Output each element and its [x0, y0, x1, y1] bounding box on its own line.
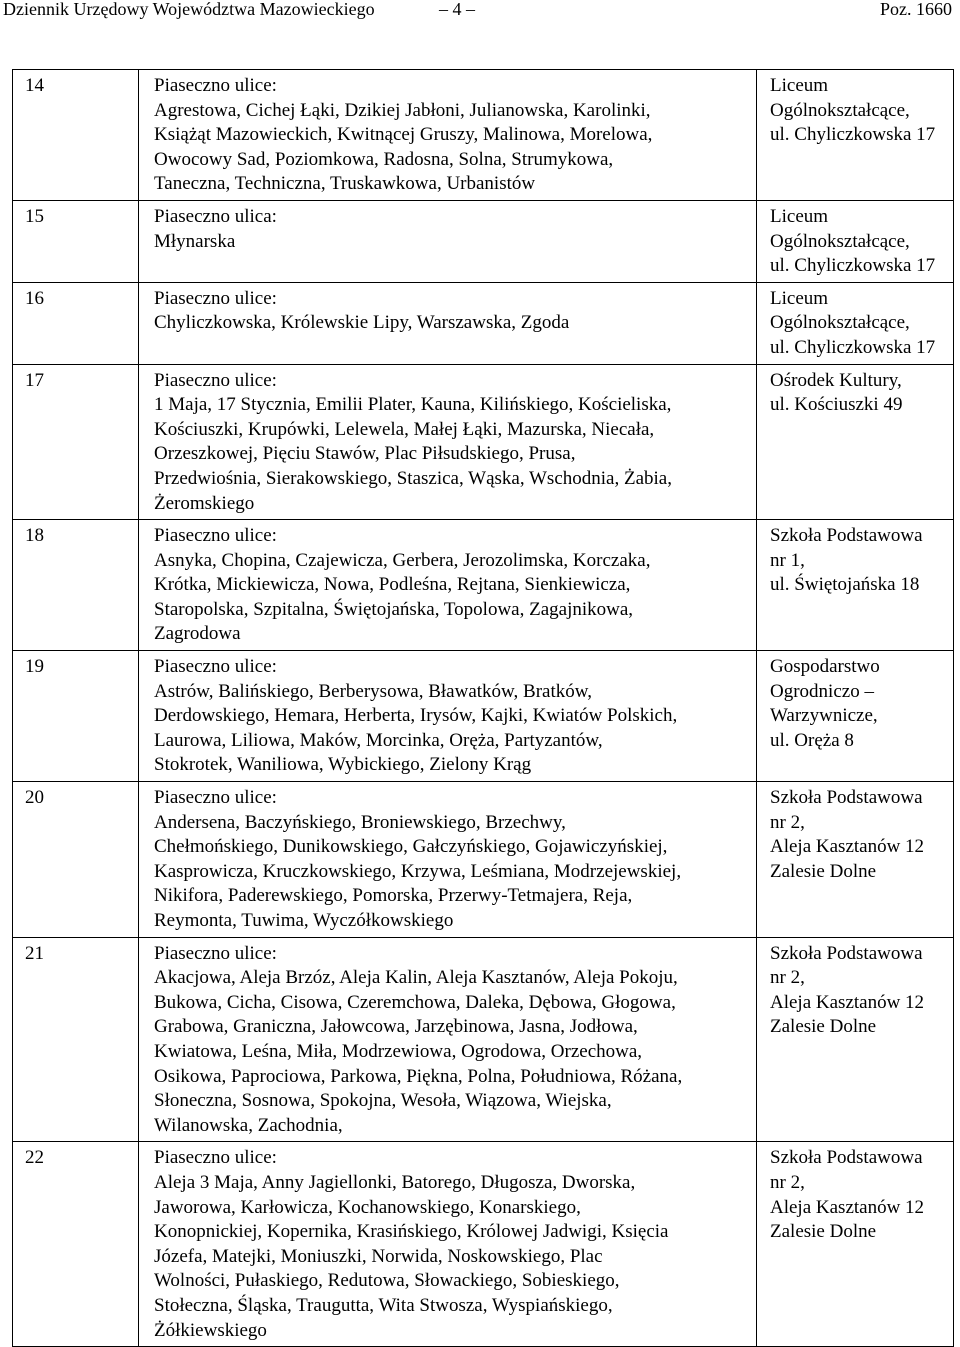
street-line: Aleja 3 Maja, Anny Jagiellonki, Batorego, Długosza, Dworska,	[154, 1171, 636, 1193]
street-line: 1 Maja, 17 Stycznia, Emilii Plater, Kauna, Kilińskiego, Kościeliska,	[154, 394, 672, 416]
polling-place-line: Ogólnokształcące,	[770, 312, 910, 334]
street-line: Książąt Mazowieckich, Kwitnącej Gruszy, Malinowa, Morelowa,	[154, 124, 653, 146]
polling-place-line: Warzywnicze,	[770, 705, 878, 727]
district-number: 16	[13, 282, 139, 364]
street-list	[139, 782, 757, 938]
street-line: Laurowa, Liliowa, Maków, Morcinka, Oręża, Partyzantów,	[154, 729, 603, 751]
street-line: Żeromskiego	[154, 492, 255, 514]
street-list-label: Piaseczno ulice:	[154, 287, 277, 309]
street-line: Chyliczkowska, Królewskie Lipy, Warszawska, Zgoda	[154, 312, 570, 334]
street-line: Chełmońskiego, Dunikowskiego, Gałczyńskiego, Gojawiczyńskiej,	[154, 836, 668, 858]
street-line: Stokrotek, Waniliowa, Wybickiego, Zielony Krąg	[154, 754, 532, 776]
district-row	[13, 1142, 954, 1347]
street-line: Słoneczna, Sosnowa, Spokojna, Wesoła, Wiązowa, Wiejska,	[154, 1090, 612, 1112]
street-line: Astrów, Balińskiego, Berberysowa, Bławatków, Bratków,	[154, 680, 592, 702]
district-number: 21	[13, 937, 139, 1142]
polling-place-line: Szkoła Podstawowa	[770, 787, 923, 809]
polling-place-line: Ogólnokształcące,	[770, 99, 910, 121]
polling-place	[757, 200, 954, 282]
street-line: Osikowa, Paprociowa, Parkowa, Piękna, Polna, Południowa, Różana,	[154, 1065, 683, 1087]
street-list-label: Piaseczno ulice:	[154, 525, 277, 547]
polling-place-line: Aleja Kasztanów 12	[770, 1196, 925, 1218]
street-line: Owocowy Sad, Poziomkowa, Radosna, Solna, Strumykowa,	[154, 148, 614, 170]
district-row	[13, 782, 954, 938]
street-line: Wilanowska, Zachodnia,	[154, 1114, 343, 1136]
polling-place-line: Szkoła Podstawowa	[770, 1147, 923, 1169]
district-row	[13, 200, 954, 282]
polling-place-line: Liceum	[770, 287, 829, 309]
polling-place-line: ul. Chyliczkowska 17	[770, 255, 936, 277]
street-list	[139, 70, 757, 201]
street-line: Konopnickiej, Kopernika, Krasińskiego, Królowej Jadwigi, Księcia	[154, 1221, 669, 1243]
polling-place-line: ul. Kościuszki 49	[770, 394, 903, 416]
street-line: Asnyka, Chopina, Czajewicza, Gerbera, Jerozolimska, Korczaka,	[154, 549, 651, 571]
polling-place-line: Aleja Kasztanów 12	[770, 836, 925, 858]
district-row	[13, 282, 954, 364]
district-row	[13, 520, 954, 651]
street-line: Agrestowa, Cichej Łąki, Dzikiej Jabłoni, Julianowska, Karolinki,	[154, 99, 651, 121]
street-line: Akacjowa, Aleja Brzóz, Aleja Kalin, Aleja Kasztanów, Aleja Pokoju,	[154, 967, 678, 989]
street-line: Staropolska, Szpitalna, Świętojańska, Topolowa, Zagajnikowa,	[154, 598, 634, 620]
street-line: Grabowa, Graniczna, Jałowcowa, Jarzębinowa, Jasna, Jodłowa,	[154, 1016, 638, 1038]
position-number: Poz. 1660	[880, 0, 952, 19]
polling-place	[757, 1142, 954, 1347]
street-line: Orzeszkowej, Pięciu Stawów, Plac Piłsudskiego, Prusa,	[154, 443, 576, 465]
district-row	[13, 937, 954, 1142]
street-line: Jaworowa, Karłowicza, Kochanowskiego, Konarskiego,	[154, 1196, 581, 1218]
polling-place-line: ul. Oręża 8	[770, 729, 854, 751]
polling-place	[757, 937, 954, 1142]
street-line: Młynarska	[154, 230, 236, 252]
polling-place-line: Ogrodniczo –	[770, 680, 874, 702]
district-number: 20	[13, 782, 139, 938]
polling-place-line: nr 2,	[770, 967, 805, 989]
street-list	[139, 520, 757, 651]
polling-place-line: Ośrodek Kultury,	[770, 369, 902, 391]
polling-place-line: Aleja Kasztanów 12	[770, 991, 925, 1013]
polling-place-line: nr 2,	[770, 1171, 805, 1193]
street-line: Przedwiośnia, Sierakowskiego, Staszica, Wąska, Wschodnia, Żabia,	[154, 467, 672, 489]
polling-place	[757, 520, 954, 651]
street-line: Derdowskiego, Hemara, Herberta, Irysów, Kajki, Kwiatów Polskich,	[154, 705, 678, 727]
street-list-label: Piaseczno ulice:	[154, 942, 277, 964]
street-line: Żółkiewskiego	[154, 1319, 267, 1341]
polling-place-line: Zalesie Dolne	[770, 1016, 877, 1038]
polling-place-line: ul. Świętojańska 18	[770, 574, 920, 596]
street-list	[139, 937, 757, 1142]
polling-place-line: ul. Chyliczkowska 17	[770, 336, 936, 358]
districts-table	[12, 69, 954, 1347]
street-line: Bukowa, Cicha, Cisowa, Czeremchowa, Daleka, Dębowa, Głogowa,	[154, 991, 676, 1013]
street-list-label: Piaseczno ulice:	[154, 1147, 277, 1169]
polling-place-line: Zalesie Dolne	[770, 860, 877, 882]
polling-place-line: nr 2,	[770, 811, 805, 833]
polling-place-line: Ogólnokształcące,	[770, 230, 910, 252]
street-list-label: Piaseczno ulice:	[154, 787, 277, 809]
street-list	[139, 1142, 757, 1347]
polling-place-line: Zalesie Dolne	[770, 1221, 877, 1243]
district-row	[13, 364, 954, 520]
polling-place-line: Gospodarstwo	[770, 656, 880, 678]
street-list-label: Piaseczno ulice:	[154, 369, 277, 391]
district-number: 18	[13, 520, 139, 651]
street-list	[139, 282, 757, 364]
polling-place-line: Liceum	[770, 75, 829, 96]
polling-place-line: Szkoła Podstawowa	[770, 942, 923, 964]
street-line: Kwiatowa, Leśna, Miła, Modrzewiowa, Ogrodowa, Orzechowa,	[154, 1040, 643, 1062]
polling-place-line: Liceum	[770, 205, 829, 227]
district-row	[13, 651, 954, 782]
street-line: Zagrodowa	[154, 623, 241, 645]
street-list-label: Piaseczno ulice:	[154, 75, 277, 96]
district-number: 19	[13, 651, 139, 782]
district-number: 22	[13, 1142, 139, 1347]
polling-place	[757, 282, 954, 364]
street-line: Wolności, Pułaskiego, Redutowa, Słowackiego, Sobieskiego,	[154, 1270, 620, 1292]
polling-place	[757, 782, 954, 938]
street-line: Andersena, Baczyńskiego, Broniewskiego, Brzechwy,	[154, 811, 566, 833]
street-list-label: Piaseczno ulice:	[154, 656, 277, 678]
street-list-label: Piaseczno ulica:	[154, 205, 277, 227]
street-line: Kasprowicza, Kruczkowskiego, Krzywa, Leśmiana, Modrzejewskiej,	[154, 860, 682, 882]
district-number: 15	[13, 200, 139, 282]
district-number: 17	[13, 364, 139, 520]
page-header	[0, 0, 960, 30]
street-list	[139, 364, 757, 520]
polling-place-line: nr 1,	[770, 549, 805, 571]
district-row	[13, 70, 954, 201]
polling-place	[757, 70, 954, 201]
street-list	[139, 200, 757, 282]
street-line: Taneczna, Techniczna, Truskawkowa, Urbanistów	[154, 173, 536, 195]
polling-place	[757, 651, 954, 782]
journal-title: Dziennik Urzędowy Województwa Mazowieckiego	[3, 0, 375, 19]
polling-place-line: ul. Chyliczkowska 17	[770, 124, 936, 146]
street-line: Kościuszki, Krupówki, Lelewela, Małej Łąki, Mazurska, Niecała,	[154, 418, 655, 440]
polling-place-line: Szkoła Podstawowa	[770, 525, 923, 547]
street-line: Stołeczna, Śląska, Traugutta, Wita Stwosza, Wyspiańskiego,	[154, 1294, 613, 1316]
street-line: Krótka, Mickiewicza, Nowa, Podleśna, Rejtana, Sienkiewicza,	[154, 574, 631, 596]
street-list	[139, 651, 757, 782]
polling-place	[757, 364, 954, 520]
page-number: – 4 –	[439, 0, 475, 19]
street-line: Nikifora, Paderewskiego, Pomorska, Przerwy-Tetmajera, Reja,	[154, 885, 633, 907]
street-line: Reymonta, Tuwima, Wyczółkowskiego	[154, 910, 454, 931]
street-line: Józefa, Matejki, Moniuszki, Norwida, Noskowskiego, Plac	[154, 1245, 603, 1267]
district-number: 14	[13, 70, 139, 201]
